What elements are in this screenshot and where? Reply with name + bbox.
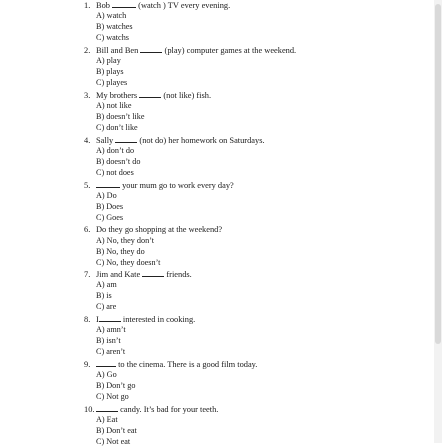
question-6 xyxy=(84,225,222,269)
question-text-before: Jim and Kate xyxy=(96,270,141,279)
question-text-before: Bill and Ben xyxy=(96,46,139,55)
question-number: 7. xyxy=(84,270,91,279)
option-c: C) don’t like xyxy=(96,123,138,133)
question-text-after: interested in cooking. xyxy=(122,315,196,324)
question-text-after: friends. xyxy=(166,270,192,279)
question-number: 5. xyxy=(84,181,91,190)
option-a: A) play xyxy=(96,56,121,65)
option-a: A) watch xyxy=(96,11,127,20)
question-number: 9. xyxy=(84,360,91,369)
option-b: B) Don’t eat xyxy=(96,426,137,436)
option-b: B) doesn’t do xyxy=(96,157,141,167)
option-a: A) Go xyxy=(96,370,117,379)
answer-blank xyxy=(140,45,162,53)
question-text-after: (watch ) TV every evening. xyxy=(138,1,231,10)
question-10 xyxy=(84,404,218,448)
option-b: B) plays xyxy=(96,67,124,77)
option-c: C) Not go xyxy=(96,392,129,402)
option-c: C) No, they doesn’t xyxy=(96,258,161,268)
option-b: B) watches xyxy=(96,22,133,32)
question-7 xyxy=(84,269,192,313)
question-1 xyxy=(84,0,230,44)
answer-blank xyxy=(115,135,137,143)
question-number: 4. xyxy=(84,136,91,145)
option-b: B) Does xyxy=(96,202,124,212)
question-text-after: (not like) fish. xyxy=(163,91,212,100)
option-a: A) don’t do xyxy=(96,146,135,155)
option-c: C) not does xyxy=(96,168,134,178)
question-text-before: I xyxy=(96,315,99,324)
answer-blank xyxy=(112,0,136,8)
option-b: B) No, they do xyxy=(96,247,145,257)
question-number: 10. xyxy=(84,405,95,414)
answer-blank xyxy=(96,180,120,188)
option-a: A) amn’t xyxy=(96,325,126,334)
question-number: 3. xyxy=(84,91,91,100)
option-c: C) watchs xyxy=(96,33,129,43)
question-number: 1. xyxy=(84,1,91,10)
answer-blank xyxy=(96,359,116,367)
option-a: A) No, they don’t xyxy=(96,236,155,245)
question-9 xyxy=(84,359,257,403)
question-text-after: (play) computer games at the weekend. xyxy=(164,46,297,55)
question-2 xyxy=(84,45,296,89)
option-b: B) isn’t xyxy=(96,336,121,346)
answer-blank xyxy=(99,314,121,322)
option-a: A) Do xyxy=(96,191,117,200)
question-text-before: Do they go shopping at the weekend? xyxy=(96,225,223,234)
question-3 xyxy=(84,90,211,134)
option-a: A) Eat xyxy=(96,415,118,424)
option-c: C) playes xyxy=(96,78,128,88)
question-text-after: (not do) her homework on Saturdays. xyxy=(139,136,265,145)
question-text-after: your mum go to work every day? xyxy=(122,181,234,190)
question-8 xyxy=(84,314,195,358)
question-5 xyxy=(84,180,234,224)
question-text-before: Sally xyxy=(96,136,114,145)
option-a: A) not like xyxy=(96,101,132,110)
question-number: 2. xyxy=(84,46,91,55)
vertical-scrollbar[interactable] xyxy=(434,0,442,443)
question-number: 6. xyxy=(84,225,91,234)
option-a: A) am xyxy=(96,280,117,289)
option-c: C) are xyxy=(96,302,117,312)
answer-blank xyxy=(96,404,118,412)
question-text-after: candy. It’s bad for your teeth. xyxy=(120,405,219,414)
scrollbar-thumb[interactable] xyxy=(435,4,441,344)
question-4 xyxy=(84,135,265,179)
question-text-before: Bob xyxy=(96,1,110,10)
question-text-before: My brothers xyxy=(96,91,138,100)
question-number: 8. xyxy=(84,315,91,324)
option-b: B) doesn’t like xyxy=(96,112,145,122)
option-b: B) is xyxy=(96,291,112,301)
option-c: C) Not eat xyxy=(96,437,131,447)
option-c: C) aren’t xyxy=(96,347,126,357)
option-b: B) Don’t go xyxy=(96,381,136,391)
option-c: C) Goes xyxy=(96,213,124,223)
question-text-after: to the cinema. There is a good film today. xyxy=(118,360,258,369)
answer-blank xyxy=(142,269,164,277)
answer-blank xyxy=(139,90,161,98)
